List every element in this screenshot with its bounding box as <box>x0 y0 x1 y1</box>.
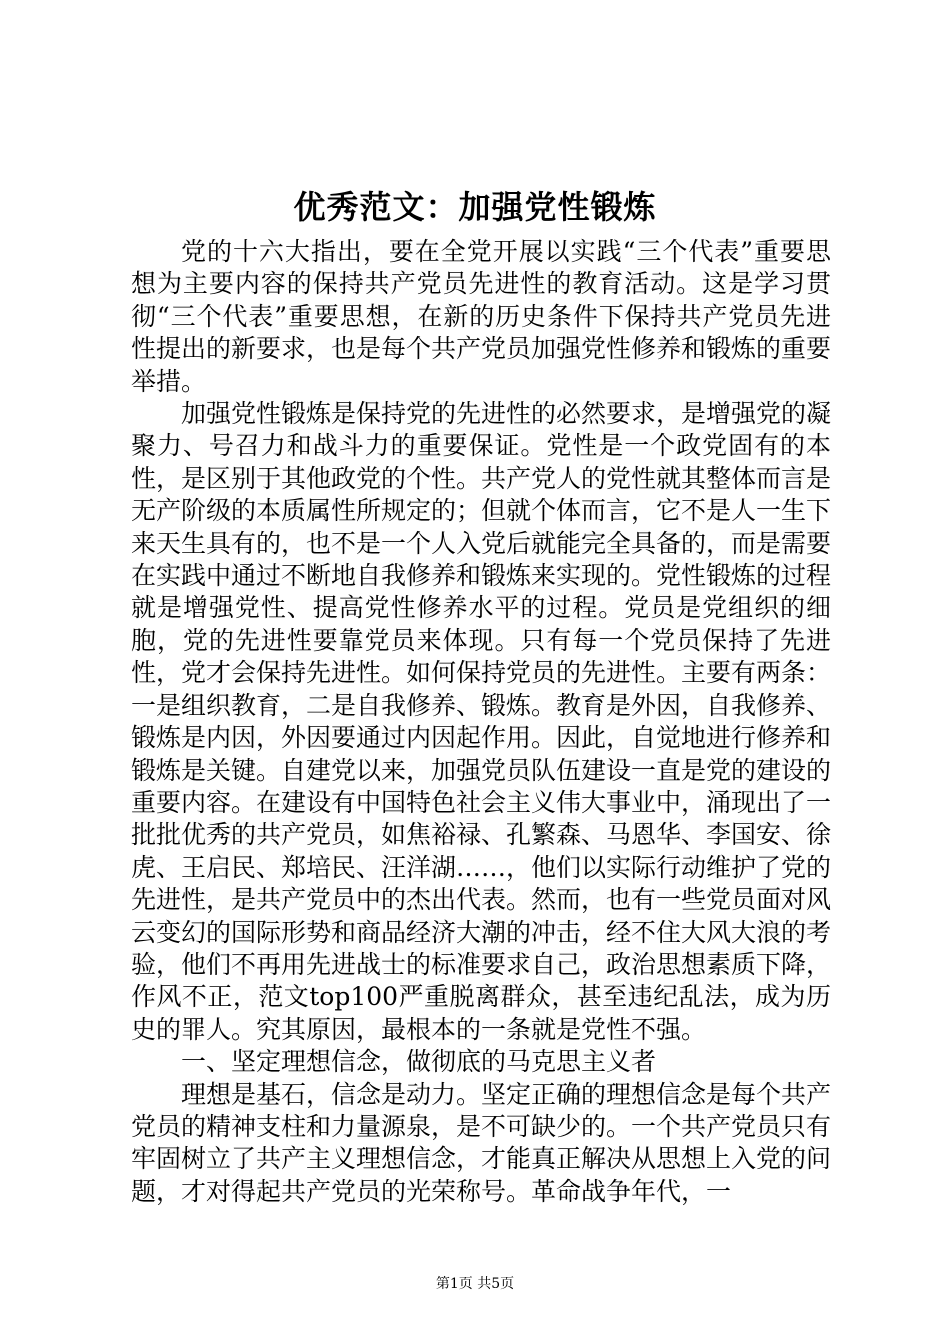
paragraph-ideals: 理想是基石，信念是动力。坚定正确的理想信念是每个共产党员的精神支柱和力量源泉，是不可缺少的。一个共产党员只有牢固树立了共产主义理想信念，才能真正解决从思想上入党的问题，才对得起共产党员的光荣称号。革命战争年代，一 <box>131 1079 832 1206</box>
paragraph-intro: 党的十六大指出，要在全党开展以实践“三个代表”重要思想为主要内容的保持共产党员先进性的教育活动。这是学习贯彻“三个代表”重要思想，在新的历史条件下保持共产党员先进性提出的新要求，也是每个共产党员加强党性修养和锻炼的重要举措。 <box>131 237 832 396</box>
paragraph-party-spirit: 加强党性锻炼是保持党的先进性的必然要求，是增强党的凝聚力、号召力和战斗力的重要保证。党性是一个政党固有的本性，是区别于其他政党的个性。共产党人的党性就其整体而言是无产阶级的本质属性所规定的；但就个体而言，它不是人一生下来天生具有的，也不是一个人入党后就能完全具备的，而是需要在实践中通过不断地自我修养和锻炼来实现的。党性锻炼的过程就是增强党性、提高党性修养水平的过程。党员是党组织的细胞，党的先进性要靠党员来体现。只有每一个党员保持了先进性，党才会保持先进性。如何保持党员的先进性。主要有两条：一是组织教育，二是自我修养、锻炼。教育是外因，自我修养、锻炼是内因，外因要通过内因起作用。因此，自觉地进行修养和锻炼是关键。自建党以来，加强党员队伍建设一直是党的建设的重要内容。在建设有中国特色社会主义伟大事业中，涌现出了一批批优秀的共产党员，如焦裕禄、孔繁森、马恩华、李国安、徐虎、王启民、郑培民、汪洋湖……，他们以实际行动维护了党的先进性，是共产党员中的杰出代表。然而，也有一些党员面对风云变幻的国际形势和商品经济大潮的冲击，经不住大风大浪的考验，他们不再用先进战士的标准要求自己，政治思想素质下降，作风不正，范文top100严重脱离群众，甚至违纪乱法，成为历史的罪人。究其原因，最根本的一条就是党性不强。 <box>131 399 832 1044</box>
section-heading-1: 一、坚定理想信念，做彻底的马克思主义者 <box>181 1047 657 1077</box>
document-title: 优秀范文：加强党性锻炼 <box>293 188 657 226</box>
document-body <box>131 236 831 1208</box>
page-number-footer: 第1页 共5页 <box>435 1276 515 1292</box>
